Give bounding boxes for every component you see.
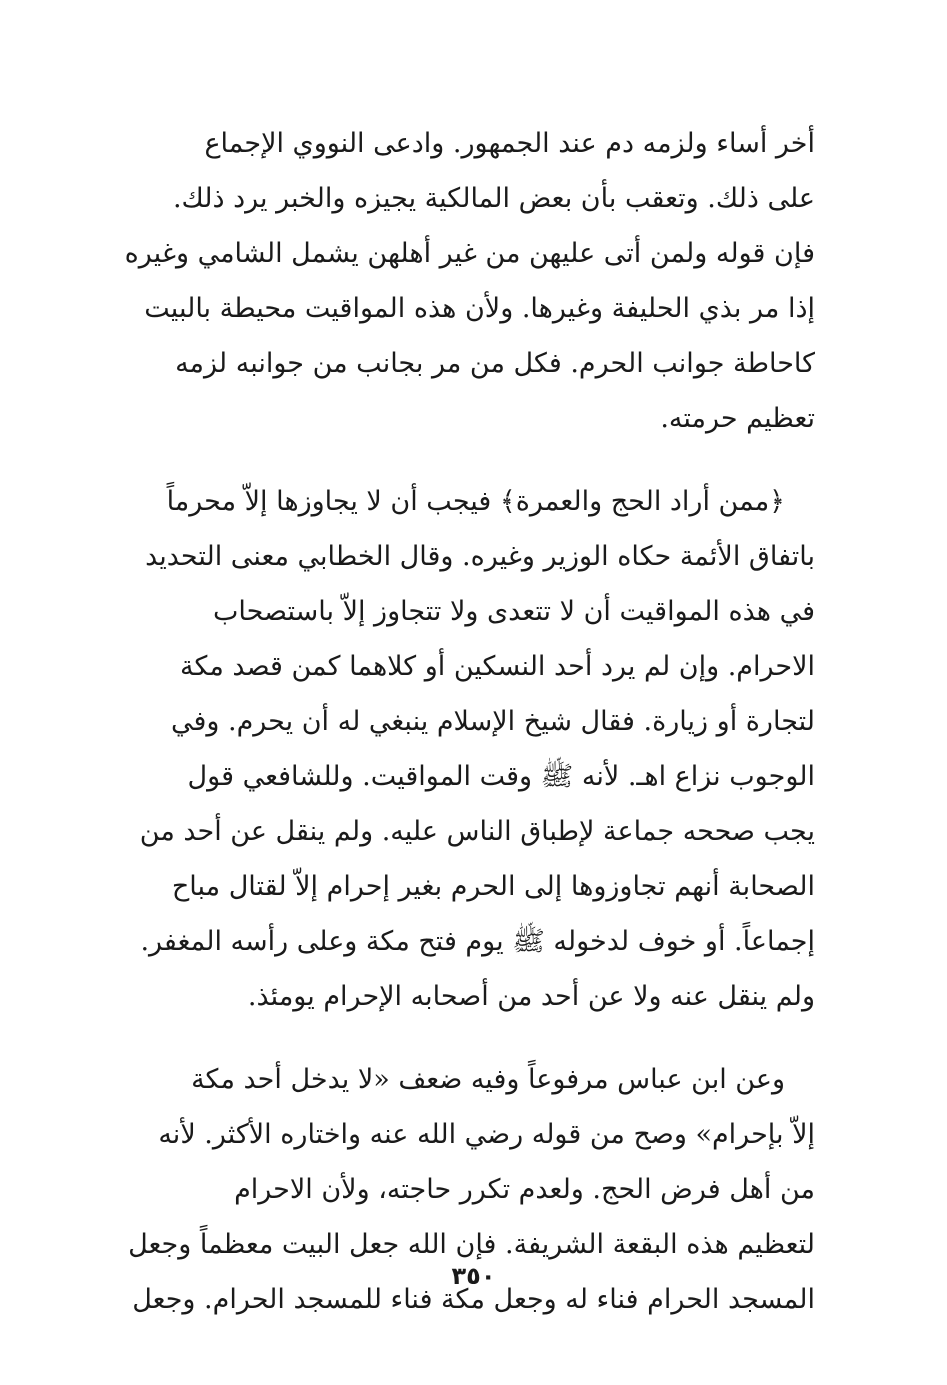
text-line: الصحابة أنهم تجاوزوها إلى الحرم بغير إحرام إلاّ لقتال مباح <box>171 871 815 902</box>
body-text <box>115 116 815 1327</box>
paragraph <box>115 474 815 1024</box>
text-line: على ذلك. وتعقب بأن بعض المالكية يجيزه والخبر يرد ذلك. <box>172 183 815 214</box>
text-line: تعظيم حرمته. <box>660 403 815 434</box>
text-line: ولم ينقل عنه ولا عن أحد من أصحابه الإحرام يومئذ. <box>247 981 815 1012</box>
text-line: في هذه المواقيت أن لا تتعدى ولا تتجاوز إلاّ باستصحاب <box>212 596 815 627</box>
text-line: إلاّ بإحرام» وصح من قوله رضي الله عنه واختاره الأكثر. لأنه <box>158 1119 815 1150</box>
text-line: ﴿ممن أراد الحج والعمرة﴾ فيجب أن لا يجاوزها إلاّ محرماً <box>166 486 785 517</box>
text-line: وعن ابن عباس مرفوعاً وفيه ضعف «لا يدخل أحد مكة <box>191 1064 785 1095</box>
text-line: كاحاطة جوانب الحرم. فكل من مر بجانب من جوانبه لزمه <box>175 348 815 379</box>
text-line: الاحرام. وإن لم يرد أحد النسكين أو كلاهما كمن قصد مكة <box>180 651 815 682</box>
text-line: أخر أساء ولزمه دم عند الجمهور. وادعى النووي الإجماع <box>204 128 815 159</box>
paragraph-spacer <box>115 1024 815 1052</box>
text-line: إذا مر بذي الحليفة وغيرها. ولأن هذه المواقيت محيطة بالبيت <box>144 293 815 324</box>
text-line: من أهل فرض الحج. ولعدم تكرر حاجته، ولأن الاحرام <box>234 1174 815 1205</box>
page-number: ٣٥٠ <box>451 1262 496 1290</box>
paragraph-spacer <box>115 446 815 474</box>
text-line: إجماعاً. أو خوف لدخوله ﷺ يوم فتح مكة وعلى رأسه المغفر. <box>140 926 815 957</box>
text-line: لتعظيم هذه البقعة الشريفة. فإن الله جعل البيت معظماً وجعل <box>128 1229 815 1260</box>
text-line: فإن قوله ولمن أتى عليهن من غير أهلهن يشمل الشامي وغيره <box>124 238 815 269</box>
text-line: المسجد الحرام فناء له وجعل مكة فناء للمسجد الحرام. وجعل <box>132 1284 815 1315</box>
text-line: الوجوب نزاع اهـ. لأنه ﷺ وقت المواقيت. وللشافعي قول <box>187 761 815 792</box>
text-line: لتجارة أو زيارة. فقال شيخ الإسلام ينبغي له أن يحرم. وفي <box>170 706 815 737</box>
paragraph <box>115 116 815 446</box>
text-line: باتفاق الأئمة حكاه الوزير وغيره. وقال الخطابي معنى التحديد <box>145 541 815 572</box>
text-line: يجب صححه جماعة لإطباق الناس عليه. ولم ينقل عن أحد من <box>139 816 815 847</box>
